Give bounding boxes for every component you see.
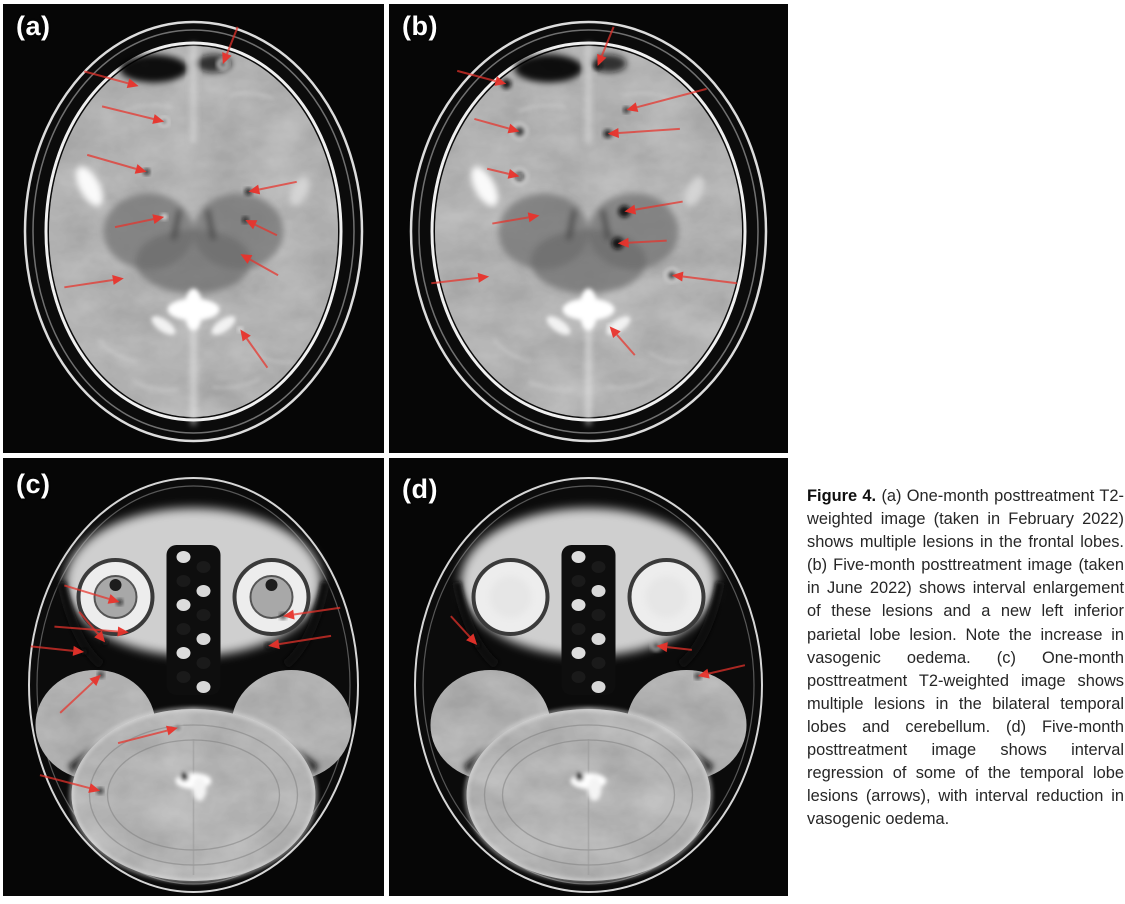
mri-panel-a [3, 4, 384, 453]
mri-panel-b [389, 4, 788, 453]
panel-label-b: (b) [402, 11, 438, 41]
mri-image-a [3, 4, 384, 453]
panel-label-c: (c) [16, 469, 51, 499]
mri-panel-d [389, 458, 788, 896]
mri-image-b [389, 4, 788, 453]
caption-text: (a) One-month posttreatment T2-weighted image (taken in February 2022) shows multiple lesions in the frontal lobes. (b) Five-month posttreatment image (taken in June 2022) shows interval enlargement of these lesions and a new left inferior parietal lobe lesion. Note the increase in vasogenic oedema. (c) One-month posttreatment T2-weighted image shows multiple lesions in the bilateral temporal lobes and cerebellum. (d) Five-month posttreatment image shows interval regression of some of the temporal lobe lesions (arrows), with interval reduction in vasogenic oedema. [807, 487, 1124, 829]
mri-image-d [389, 458, 788, 896]
mri-panel-c [3, 458, 384, 896]
mri-image-c [3, 458, 384, 896]
figure-caption [807, 485, 1124, 831]
panel-label-a: (a) [16, 11, 51, 41]
panel-label-d: (d) [402, 474, 438, 504]
caption-figure-label: Figure 4. [807, 487, 877, 505]
